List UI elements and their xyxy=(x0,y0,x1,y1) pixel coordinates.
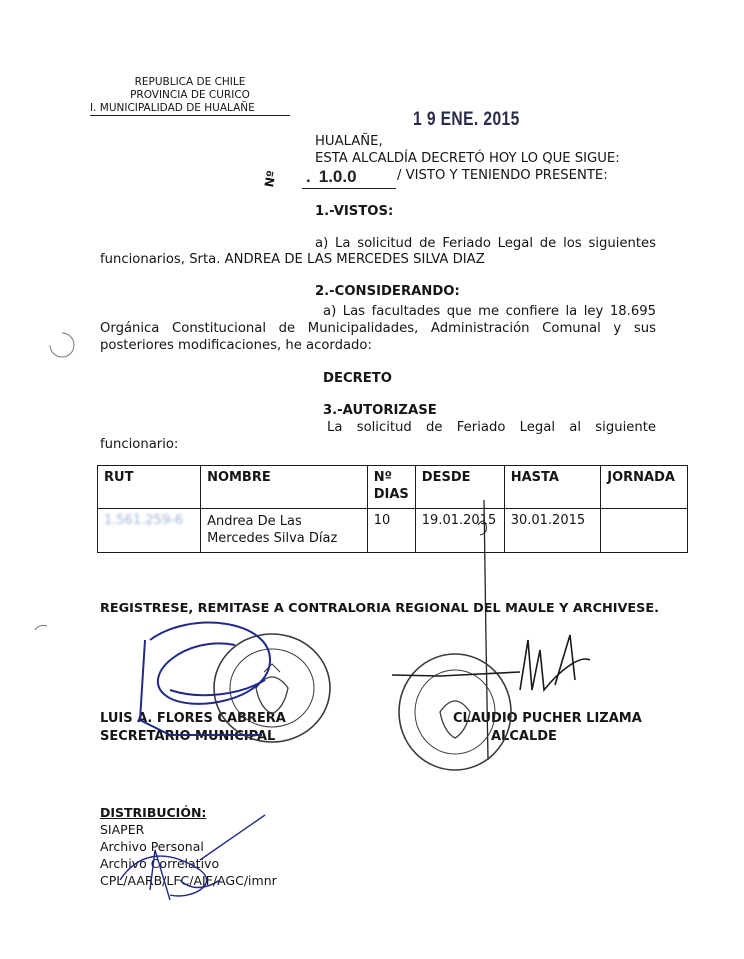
signature-right xyxy=(392,635,590,690)
signatory-left xyxy=(100,710,286,745)
intro-text: ESTA ALCALDÍA DECRETÓ HOY LO QUE SIGUE: xyxy=(315,151,620,166)
column-header-dias: Nº DIAS xyxy=(367,466,415,509)
cell-hasta: 30.01.2015 xyxy=(504,508,601,552)
considerando-line-1: a) Las facultades que me confiere la ley 18.695 xyxy=(323,304,656,319)
autorizase-line-1: La solicitud de Feriado Legal al siguiente xyxy=(327,420,656,435)
cell-desde: 19.01.2015 xyxy=(415,508,504,552)
column-header-hasta: HASTA xyxy=(504,466,601,509)
column-header-jornada: JORNADA xyxy=(601,466,688,509)
cell-nombre: Andrea De Las Mercedes Silva Díaz xyxy=(201,508,368,552)
distribution-block xyxy=(100,805,277,889)
table-header-row xyxy=(98,466,688,509)
column-header-nombre: NOMBRE xyxy=(201,466,368,509)
signatory-right xyxy=(453,710,642,745)
signatory-left-name: LUIS A. FLORES CABRERA xyxy=(100,711,286,726)
distribution-item-archivo-correlativo: Archivo Correlativo xyxy=(100,855,220,871)
rut-redacted: 1.561.259-6 xyxy=(104,512,184,528)
header-municipality-text: I. MUNICIPALIDAD DE HUALAÑE xyxy=(90,102,255,114)
header-municipality xyxy=(90,102,290,116)
column-header-desde: DESDE xyxy=(415,466,504,509)
punch-hole-mark xyxy=(35,625,47,630)
decreto-heading: DECRETO xyxy=(323,371,393,386)
vistos-heading: 1.-VISTOS: xyxy=(315,204,394,219)
considerando-line-3: posteriores modificaciones, he acordado: xyxy=(100,338,372,353)
signatory-right-name: CLAUDIO PUCHER LIZAMA xyxy=(453,711,642,726)
cell-rut xyxy=(98,508,201,552)
header-province: PROVINCIA DE CURICO xyxy=(130,89,250,101)
distribution-item-siaper: SIAPER xyxy=(100,821,145,837)
signatory-right-role: ALCALDE xyxy=(491,728,557,744)
decree-number: . 1.0.0 xyxy=(302,166,396,189)
funcionarios-table xyxy=(97,465,688,553)
distribution-heading: DISTRIBUCIÓN: xyxy=(100,805,207,820)
closing-statement: REGISTRESE, REMITASE A CONTRALORIA REGIONAL DEL MAULE Y ARCHIVESE. xyxy=(100,601,659,616)
decree-suffix: / VISTO Y TENIENDO PRESENTE: xyxy=(397,168,608,183)
no-mark: Nº xyxy=(262,169,279,189)
punch-hole-mark xyxy=(50,333,74,357)
distribution-item-initials: CPL/AARB/LFC/AJF/AGC/imnr xyxy=(100,872,277,888)
signatory-left-role: SECRETARIO MUNICIPAL xyxy=(100,728,276,744)
considerando-heading: 2.-CONSIDERANDO: xyxy=(315,284,460,299)
considerando-line-2: Orgánica Constitucional de Municipalidades, Administración Comunal y sus xyxy=(100,321,656,336)
table-row xyxy=(98,508,688,552)
autorizase-heading: 3.-AUTORIZASE xyxy=(323,403,437,418)
cell-dias: 10 xyxy=(367,508,415,552)
header-country: REPUBLICA DE CHILE xyxy=(134,76,246,88)
autorizase-line-2: funcionario: xyxy=(100,437,179,452)
vistos-line-2: funcionarios, Srta. ANDREA DE LAS MERCEDES SILVA DIAZ xyxy=(100,252,485,267)
vistos-line-1: a) La solicitud de Feriado Legal de los siguientes xyxy=(315,236,656,251)
date-stamp: 1 9 ENE. 2015 xyxy=(413,109,520,130)
decree-number-value: 1.0.0 xyxy=(318,167,357,186)
cell-jornada xyxy=(601,508,688,552)
place-label: HUALAÑE, xyxy=(315,134,383,149)
distribution-item-archivo-personal: Archivo Personal xyxy=(100,838,204,854)
column-header-rut: RUT xyxy=(98,466,201,509)
